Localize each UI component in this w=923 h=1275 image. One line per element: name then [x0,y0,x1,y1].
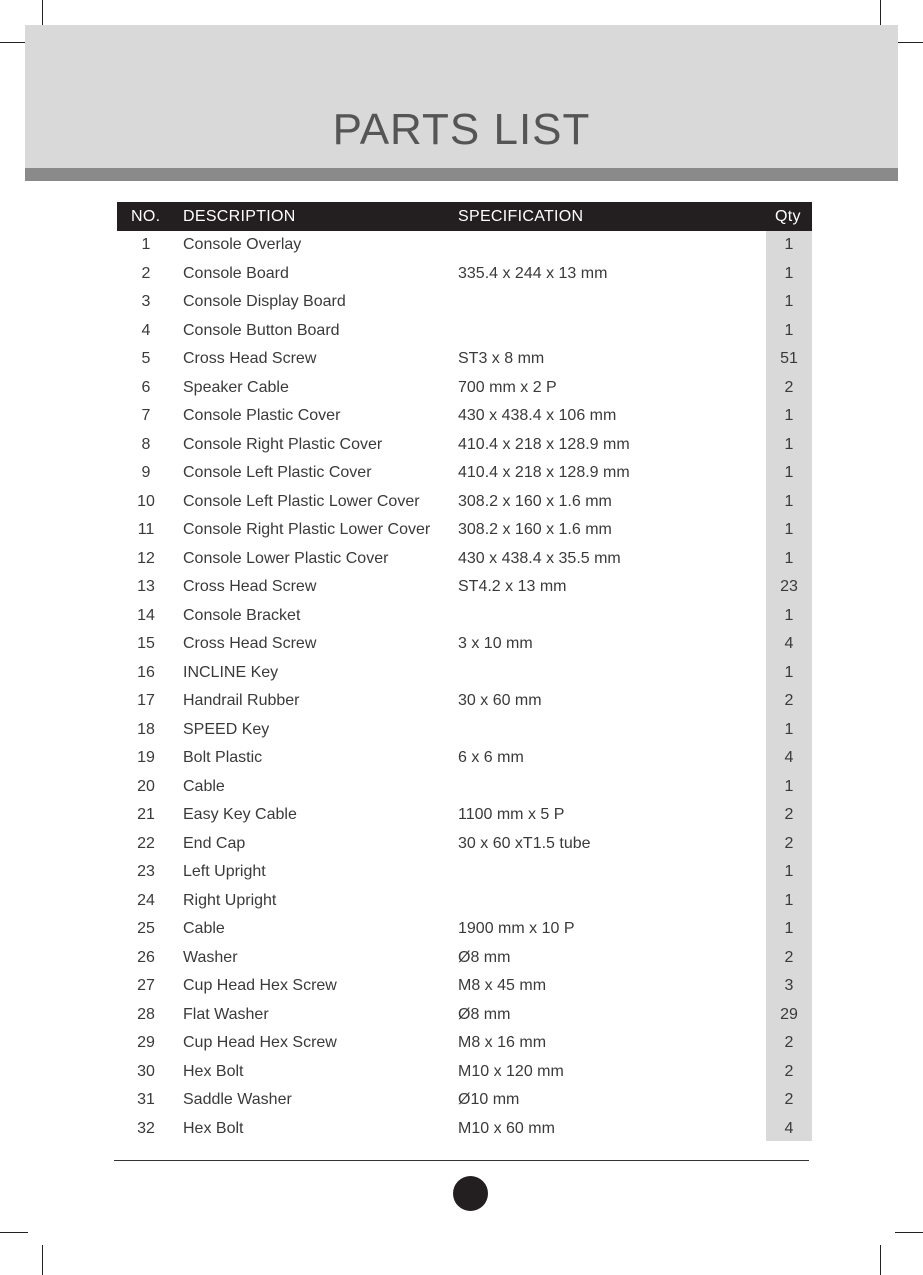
part-quantity: 4 [784,749,794,766]
part-description: Console Left Plastic Cover [183,464,372,481]
part-number: 12 [137,549,155,567]
column-header-specification: SPECIFICATION [458,208,584,225]
part-specification: Ø10 mm [458,1091,520,1108]
part-quantity: 2 [784,1062,794,1080]
table-row [117,858,812,887]
part-number: 15 [137,635,155,652]
part-quantity: 1 [784,264,794,282]
table-row [117,801,812,830]
part-description: Cross Head Screw [183,635,317,652]
column-header-no: NO. [131,208,161,225]
part-quantity: 2 [784,378,794,396]
footer-rule [114,1160,809,1161]
crop-mark-bottom-left-v [42,1245,43,1275]
part-description: Saddle Washer [183,1091,292,1108]
part-specification: 30 x 60 xT1.5 tube [458,834,591,852]
part-number: 14 [137,606,155,624]
parts-table-body [117,231,812,1143]
part-number: 2 [141,264,151,282]
column-header-qty: Qty [775,208,801,225]
part-quantity: 2 [784,948,794,966]
part-specification: Ø8 mm [458,1005,511,1023]
part-description: Console Button Board [183,321,340,339]
part-description: Cup Head Hex Screw [183,977,337,994]
part-quantity: 1 [784,521,794,538]
part-quantity: 1 [784,663,794,681]
part-specification: M10 x 120 mm [458,1062,564,1080]
part-description: Console Display Board [183,293,346,310]
part-specification: ST3 x 8 mm [458,350,545,367]
part-description: Cup Head Hex Screw [183,1034,337,1051]
table-row [117,1029,812,1058]
part-specification: 308.2 x 160 x 1.6 mm [458,521,612,538]
crop-mark-top-left-h [0,42,28,43]
part-description: Flat Washer [183,1005,269,1023]
part-quantity: 2 [784,692,794,709]
part-number: 31 [137,1091,155,1108]
part-quantity: 1 [784,920,794,937]
part-description: Cable [183,920,225,937]
part-specification: 410.4 x 218 x 128.9 mm [458,464,630,481]
part-specification: 700 mm x 2 P [458,378,557,396]
table-row [117,972,812,1001]
table-row [117,516,812,545]
column-header-description: DESCRIPTION [183,208,296,225]
part-specification: 430 x 438.4 x 35.5 mm [458,549,621,567]
table-row [117,915,812,944]
part-number: 29 [137,1034,155,1051]
table-row [117,459,812,488]
table-row [117,887,812,916]
part-quantity: 4 [784,1119,794,1137]
part-description: Console Lower Plastic Cover [183,549,389,567]
part-quantity: 1 [784,606,794,624]
table-row [117,687,812,716]
part-quantity: 2 [784,806,794,823]
part-specification: ST4.2 x 13 mm [458,578,567,595]
table-row [117,488,812,517]
table-row [117,602,812,631]
table-row [117,260,812,289]
crop-mark-top-right-h [895,42,923,43]
part-description: Console Plastic Cover [183,407,341,424]
table-row [117,317,812,346]
part-description: Cross Head Screw [183,350,317,367]
table-row [117,288,812,317]
part-description: Console Overlay [183,236,302,253]
part-description: Cross Head Screw [183,578,317,595]
part-number: 1 [141,236,151,253]
part-number: 16 [137,663,155,681]
part-number: 9 [141,464,151,481]
part-description: Console Bracket [183,606,301,624]
table-row [117,773,812,802]
part-specification: 430 x 438.4 x 106 mm [458,407,617,424]
part-specification: 308.2 x 160 x 1.6 mm [458,492,612,510]
part-specification: 410.4 x 218 x 128.9 mm [458,435,630,453]
part-quantity: 1 [784,236,794,253]
table-row [117,573,812,602]
part-description: Handrail Rubber [183,692,300,709]
part-number: 19 [137,749,155,766]
part-number: 10 [137,492,155,510]
part-description: SPEED Key [183,720,270,738]
part-quantity: 29 [780,1005,798,1023]
part-number: 13 [137,578,155,595]
part-specification: 1900 mm x 10 P [458,920,575,937]
part-number: 22 [137,834,155,852]
part-description: Hex Bolt [183,1062,244,1080]
part-number: 27 [137,977,155,994]
parts-table-header [117,202,812,231]
part-number: 8 [141,435,151,453]
part-specification: 335.4 x 244 x 13 mm [458,264,608,282]
part-quantity: 1 [784,549,794,567]
table-row [117,1115,812,1144]
part-number: 20 [137,777,155,795]
table-row [117,231,812,260]
header-rule [25,168,898,181]
part-number: 28 [137,1005,155,1023]
part-specification: M10 x 60 mm [458,1119,555,1137]
table-row [117,374,812,403]
part-number: 25 [137,920,155,937]
crop-mark-bottom-right-h [895,1232,923,1233]
table-row [117,345,812,374]
table-row [117,830,812,859]
table-row [117,431,812,460]
part-number: 6 [141,378,151,396]
part-quantity: 4 [784,635,794,652]
part-description: Console Board [183,264,289,282]
part-quantity: 2 [784,834,794,852]
part-description: Bolt Plastic [183,749,263,766]
table-row [117,1058,812,1087]
part-quantity: 1 [784,891,794,909]
table-row [117,659,812,688]
part-quantity: 1 [784,720,794,738]
page-number-dot [453,1176,488,1211]
table-row [117,402,812,431]
part-quantity: 1 [784,435,794,453]
part-description: Console Right Plastic Cover [183,435,383,453]
part-specification: 1100 mm x 5 P [458,806,565,823]
crop-mark-bottom-left-h [0,1232,28,1233]
part-number: 24 [137,891,155,909]
part-description: Right Upright [183,891,277,909]
part-number: 7 [141,407,151,424]
part-number: 26 [137,948,155,966]
part-specification: 6 x 6 mm [458,749,524,766]
part-specification: 3 x 10 mm [458,635,533,652]
part-description: Speaker Cable [183,378,289,396]
part-description: Console Left Plastic Lower Cover [183,492,420,510]
part-specification: M8 x 45 mm [458,977,547,994]
part-quantity: 1 [784,464,794,481]
part-specification: 30 x 60 mm [458,692,542,709]
part-specification: M8 x 16 mm [458,1034,547,1051]
part-number: 18 [137,720,155,738]
part-quantity: 1 [784,863,794,880]
part-number: 30 [137,1062,155,1080]
part-number: 21 [137,806,155,823]
part-quantity: 2 [784,1091,794,1108]
part-quantity: 51 [780,350,798,367]
page-title: PARTS LIST [332,105,591,154]
part-description: Cable [183,777,225,795]
part-description: Washer [183,948,238,966]
part-number: 5 [141,350,151,367]
table-row [117,1086,812,1115]
part-number: 23 [137,863,155,880]
part-description: Left Upright [183,863,266,880]
part-number: 17 [137,692,155,709]
part-quantity: 23 [780,578,798,595]
table-row [117,744,812,773]
part-number: 11 [137,521,155,538]
part-quantity: 3 [784,977,794,994]
part-quantity: 1 [784,321,794,339]
part-number: 32 [137,1119,155,1137]
part-description: INCLINE Key [183,663,279,681]
part-number: 4 [141,321,151,339]
part-description: Console Right Plastic Lower Cover [183,521,431,538]
part-specification: Ø8 mm [458,948,511,966]
part-quantity: 2 [784,1034,794,1051]
table-row [117,716,812,745]
part-quantity: 1 [784,293,794,310]
table-row [117,944,812,973]
table-row [117,545,812,574]
crop-mark-bottom-right-v [880,1245,881,1275]
part-number: 3 [141,293,151,310]
table-row [117,630,812,659]
part-quantity: 1 [784,407,794,424]
part-description: Hex Bolt [183,1119,244,1137]
part-quantity: 1 [784,777,794,795]
part-quantity: 1 [784,492,794,510]
part-description: Easy Key Cable [183,806,297,823]
table-row [117,1001,812,1030]
part-description: End Cap [183,834,246,852]
